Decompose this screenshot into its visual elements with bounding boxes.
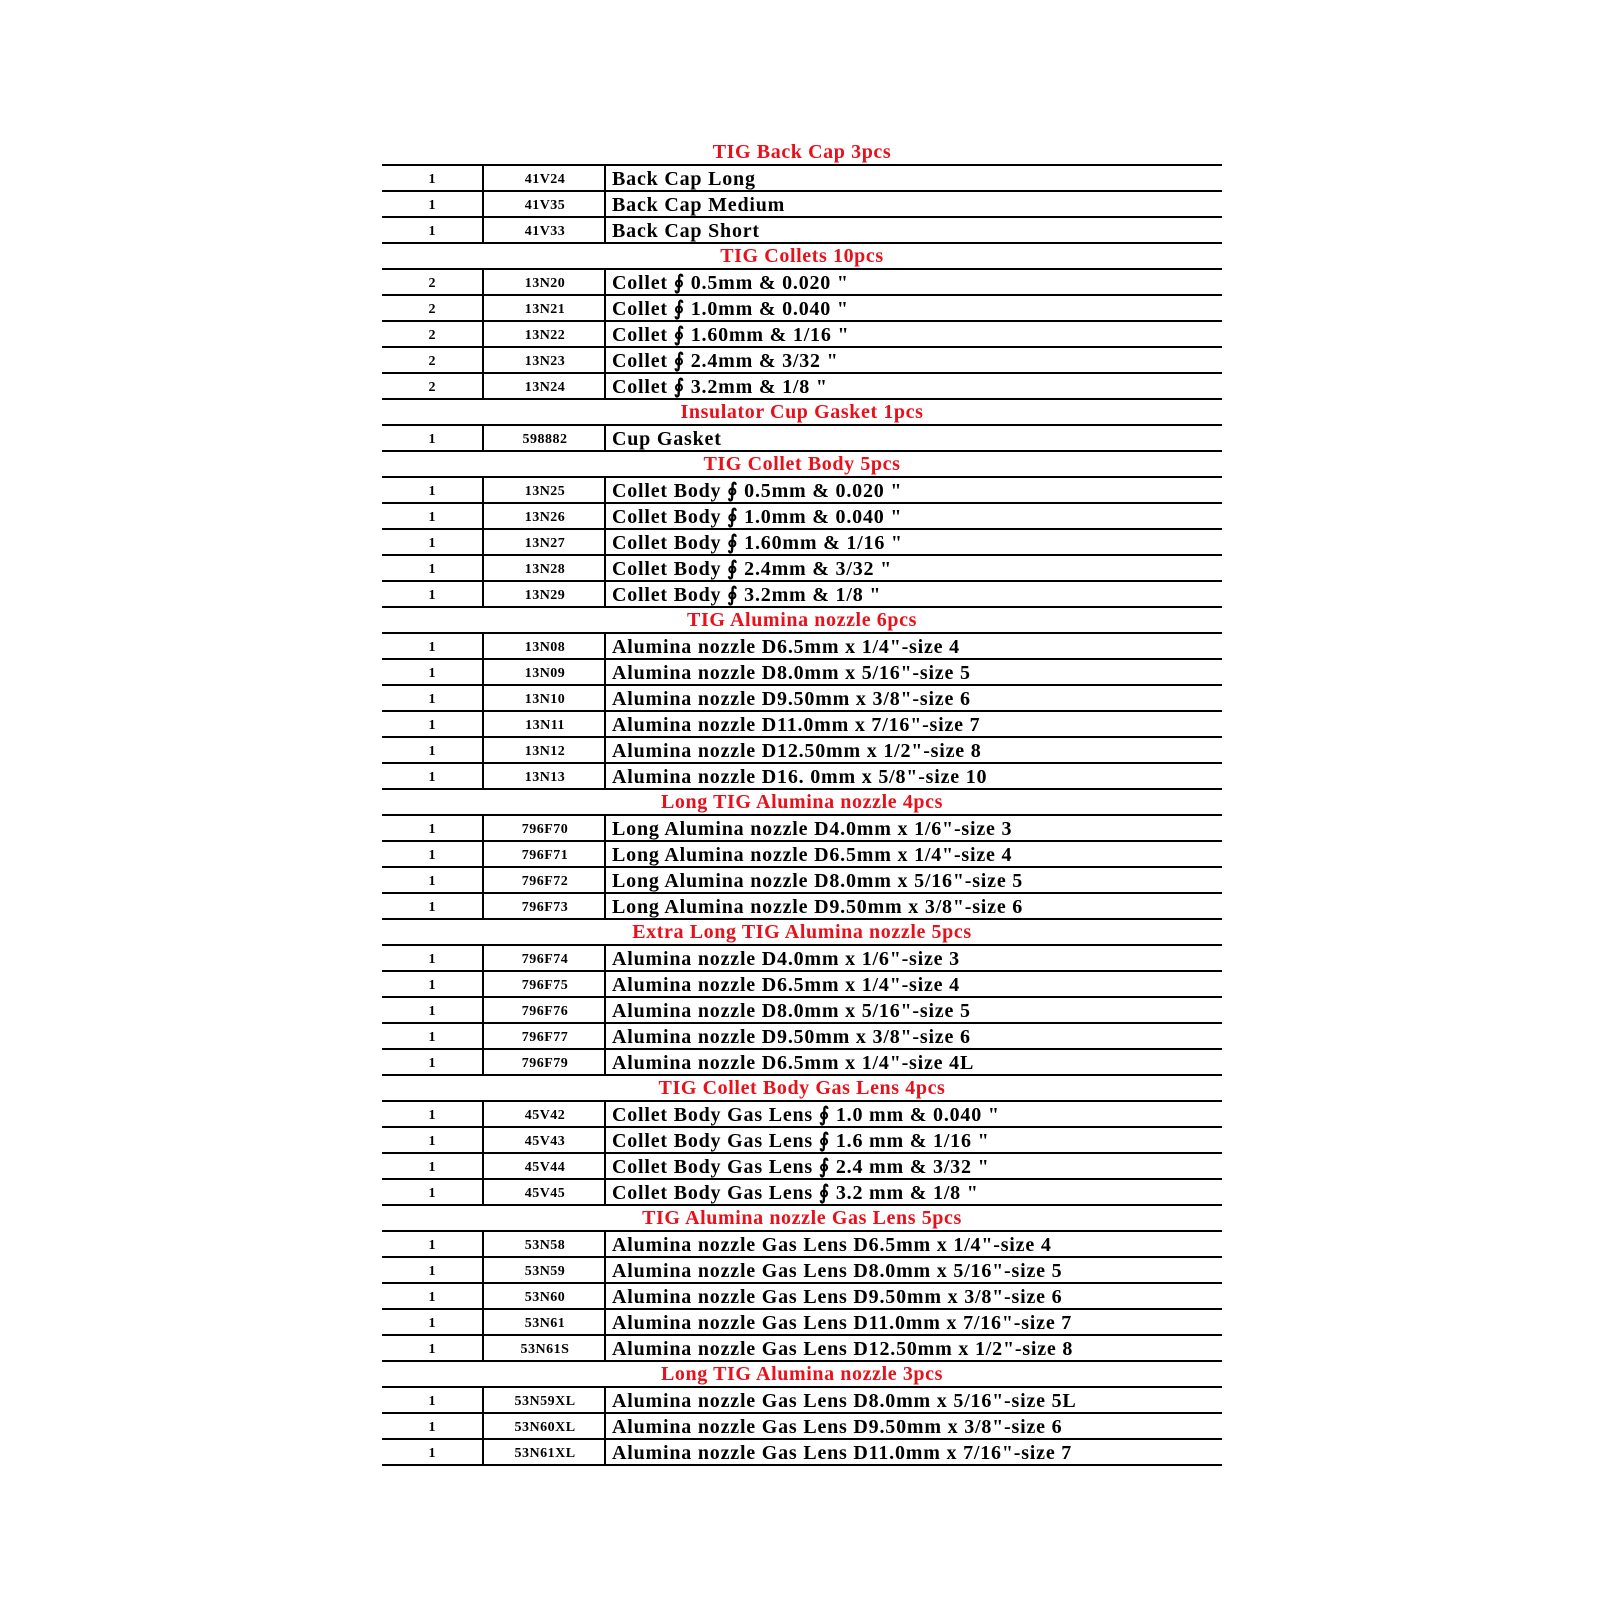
quantity-cell: 1 — [428, 1134, 436, 1149]
description-cell: Back Cap Medium — [604, 192, 1222, 216]
table-row — [382, 738, 1222, 764]
quantity-cell: 1 — [428, 770, 436, 785]
quantity-cell: 2 — [428, 302, 436, 317]
section-header — [382, 452, 1222, 478]
description-cell: Alumina nozzle D9.50mm x 3/8"-size 6 — [604, 686, 1222, 710]
part-code-cell: 796F70 — [482, 816, 606, 840]
quantity-cell: 1 — [428, 1186, 436, 1201]
section-header — [382, 1076, 1222, 1102]
part-code-cell: 796F77 — [482, 1024, 606, 1048]
quantity-cell: 1 — [428, 536, 436, 551]
section-title: Extra Long TIG Alumina nozzle 5pcs — [632, 921, 972, 943]
part-code-cell: 53N59XL — [482, 1388, 606, 1412]
description-cell: Collet ∮ 1.0mm & 0.040 " — [604, 296, 1222, 320]
part-code-cell: 13N08 — [482, 634, 606, 658]
part-code-cell: 13N27 — [482, 530, 606, 554]
table-row — [382, 816, 1222, 842]
part-code-cell: 45V44 — [482, 1154, 606, 1178]
quantity-cell: 1 — [428, 1264, 436, 1279]
part-code-cell: 41V33 — [482, 218, 606, 242]
table-row — [382, 504, 1222, 530]
table-row — [382, 1180, 1222, 1206]
description-cell: Collet Body ∮ 2.4mm & 3/32 " — [604, 556, 1222, 580]
table-row — [382, 582, 1222, 608]
section-header — [382, 1206, 1222, 1232]
part-code-cell: 53N59 — [482, 1258, 606, 1282]
part-code-cell: 53N60XL — [482, 1414, 606, 1438]
quantity-cell: 1 — [428, 198, 436, 213]
table-row — [382, 1336, 1222, 1362]
table-row — [382, 1154, 1222, 1180]
part-code-cell: 41V24 — [482, 166, 606, 190]
part-code-cell: 796F71 — [482, 842, 606, 866]
table-row — [382, 166, 1222, 192]
table-row — [382, 1440, 1222, 1466]
table-row — [382, 1310, 1222, 1336]
table-row — [382, 348, 1222, 374]
part-code-cell: 13N20 — [482, 270, 606, 294]
description-cell: Alumina nozzle D12.50mm x 1/2"-size 8 — [604, 738, 1222, 762]
quantity-cell: 1 — [428, 666, 436, 681]
quantity-cell: 1 — [428, 1290, 436, 1305]
quantity-cell: 1 — [428, 1056, 436, 1071]
table-row — [382, 660, 1222, 686]
table-row — [382, 894, 1222, 920]
table-row — [382, 1128, 1222, 1154]
table-row — [382, 712, 1222, 738]
section-header — [382, 140, 1222, 166]
quantity-cell: 1 — [428, 900, 436, 915]
table-row — [382, 556, 1222, 582]
quantity-cell: 1 — [428, 848, 436, 863]
description-cell: Alumina nozzle Gas Lens D11.0mm x 7/16"-size 7 — [604, 1440, 1222, 1464]
table-row — [382, 842, 1222, 868]
quantity-cell: 2 — [428, 276, 436, 291]
description-cell: Alumina nozzle Gas Lens D9.50mm x 3/8"-size 6 — [604, 1414, 1222, 1438]
quantity-cell: 1 — [428, 172, 436, 187]
description-cell: Alumina nozzle D6.5mm x 1/4"-size 4L — [604, 1050, 1222, 1074]
quantity-cell: 1 — [428, 1160, 436, 1175]
description-cell: Collet Body Gas Lens ∮ 3.2 mm & 1/8 " — [604, 1180, 1222, 1204]
description-cell: Collet Body ∮ 1.0mm & 0.040 " — [604, 504, 1222, 528]
section-title: TIG Collets 10pcs — [720, 245, 884, 267]
description-cell: Collet Body ∮ 0.5mm & 0.020 " — [604, 478, 1222, 502]
quantity-cell: 1 — [428, 510, 436, 525]
part-code-cell: 13N22 — [482, 322, 606, 346]
part-code-cell: 13N13 — [482, 764, 606, 788]
part-code-cell: 53N58 — [482, 1232, 606, 1256]
quantity-cell: 1 — [428, 432, 436, 447]
section-header — [382, 790, 1222, 816]
description-cell: Collet Body ∮ 3.2mm & 1/8 " — [604, 582, 1222, 606]
part-code-cell: 598882 — [482, 426, 606, 450]
section-title: TIG Collet Body Gas Lens 4pcs — [658, 1077, 946, 1099]
description-cell: Alumina nozzle D6.5mm x 1/4"-size 4 — [604, 634, 1222, 658]
table-row — [382, 998, 1222, 1024]
description-cell: Alumina nozzle Gas Lens D8.0mm x 5/16"-size 5L — [604, 1388, 1222, 1412]
section-header — [382, 608, 1222, 634]
quantity-cell: 1 — [428, 1004, 436, 1019]
table-row — [382, 868, 1222, 894]
part-code-cell: 53N61S — [482, 1336, 606, 1360]
description-cell: Alumina nozzle D8.0mm x 5/16"-size 5 — [604, 660, 1222, 684]
section-title: TIG Back Cap 3pcs — [712, 141, 892, 163]
description-cell: Alumina nozzle Gas Lens D6.5mm x 1/4"-size 4 — [604, 1232, 1222, 1256]
quantity-cell: 1 — [428, 952, 436, 967]
quantity-cell: 2 — [428, 380, 436, 395]
section-header — [382, 400, 1222, 426]
part-code-cell: 796F73 — [482, 894, 606, 918]
table-row — [382, 1050, 1222, 1076]
quantity-cell: 1 — [428, 640, 436, 655]
part-code-cell: 13N11 — [482, 712, 606, 736]
table-row — [382, 192, 1222, 218]
description-cell: Collet Body Gas Lens ∮ 1.0 mm & 0.040 " — [604, 1102, 1222, 1126]
description-cell: Back Cap Short — [604, 218, 1222, 242]
part-code-cell: 13N10 — [482, 686, 606, 710]
part-code-cell: 13N25 — [482, 478, 606, 502]
section-header — [382, 1362, 1222, 1388]
quantity-cell: 1 — [428, 1316, 436, 1331]
part-code-cell: 53N61XL — [482, 1440, 606, 1464]
part-code-cell: 45V42 — [482, 1102, 606, 1126]
quantity-cell: 1 — [428, 1030, 436, 1045]
part-code-cell: 13N12 — [482, 738, 606, 762]
part-code-cell: 13N26 — [482, 504, 606, 528]
table-row — [382, 946, 1222, 972]
quantity-cell: 1 — [428, 874, 436, 889]
description-cell: Alumina nozzle D16. 0mm x 5/8"-size 10 — [604, 764, 1222, 788]
description-cell: Alumina nozzle D6.5mm x 1/4"-size 4 — [604, 972, 1222, 996]
description-cell: Collet ∮ 0.5mm & 0.020 " — [604, 270, 1222, 294]
part-code-cell: 796F75 — [482, 972, 606, 996]
table-row — [382, 270, 1222, 296]
table-row — [382, 322, 1222, 348]
part-code-cell: 13N09 — [482, 660, 606, 684]
part-code-cell: 53N61 — [482, 1310, 606, 1334]
quantity-cell: 1 — [428, 1420, 436, 1435]
table-row — [382, 296, 1222, 322]
section-title: Long TIG Alumina nozzle 3pcs — [660, 1363, 944, 1385]
table-row — [382, 686, 1222, 712]
part-code-cell: 45V45 — [482, 1180, 606, 1204]
description-cell: Alumina nozzle Gas Lens D12.50mm x 1/2"-size 8 — [604, 1336, 1222, 1360]
quantity-cell: 2 — [428, 328, 436, 343]
quantity-cell: 1 — [428, 1394, 436, 1409]
quantity-cell: 1 — [428, 978, 436, 993]
description-cell: Alumina nozzle Gas Lens D11.0mm x 7/16"-size 7 — [604, 1310, 1222, 1334]
part-code-cell: 796F72 — [482, 868, 606, 892]
table-row — [382, 374, 1222, 400]
table-row — [382, 634, 1222, 660]
table-row — [382, 1024, 1222, 1050]
section-title: TIG Collet Body 5pcs — [703, 453, 901, 475]
quantity-cell: 1 — [428, 588, 436, 603]
table-row — [382, 1232, 1222, 1258]
part-code-cell: 41V35 — [482, 192, 606, 216]
description-cell: Alumina nozzle D11.0mm x 7/16"-size 7 — [604, 712, 1222, 736]
quantity-cell: 1 — [428, 718, 436, 733]
quantity-cell: 1 — [428, 744, 436, 759]
table-row — [382, 218, 1222, 244]
table-row — [382, 530, 1222, 556]
part-code-cell: 796F74 — [482, 946, 606, 970]
quantity-cell: 1 — [428, 224, 436, 239]
description-cell: Alumina nozzle D4.0mm x 1/6"-size 3 — [604, 946, 1222, 970]
description-cell: Cup Gasket — [604, 426, 1222, 450]
description-cell: Long Alumina nozzle D8.0mm x 5/16"-size 5 — [604, 868, 1222, 892]
part-code-cell: 13N24 — [482, 374, 606, 398]
part-code-cell: 13N29 — [482, 582, 606, 606]
quantity-cell: 1 — [428, 484, 436, 499]
quantity-cell: 1 — [428, 1446, 436, 1461]
description-cell: Collet Body Gas Lens ∮ 1.6 mm & 1/16 " — [604, 1128, 1222, 1152]
quantity-cell: 1 — [428, 1108, 436, 1123]
table-row — [382, 1258, 1222, 1284]
quantity-cell: 2 — [428, 354, 436, 369]
section-title: Long TIG Alumina nozzle 4pcs — [660, 791, 944, 813]
part-code-cell: 796F79 — [482, 1050, 606, 1074]
quantity-cell: 1 — [428, 562, 436, 577]
quantity-cell: 1 — [428, 1238, 436, 1253]
part-code-cell: 13N28 — [482, 556, 606, 580]
table-row — [382, 1414, 1222, 1440]
part-code-cell: 45V43 — [482, 1128, 606, 1152]
description-cell: Collet ∮ 2.4mm & 3/32 " — [604, 348, 1222, 372]
description-cell: Long Alumina nozzle D4.0mm x 1/6"-size 3 — [604, 816, 1222, 840]
description-cell: Alumina nozzle Gas Lens D8.0mm x 5/16"-size 5 — [604, 1258, 1222, 1282]
description-cell: Alumina nozzle D8.0mm x 5/16"-size 5 — [604, 998, 1222, 1022]
table-row — [382, 1102, 1222, 1128]
description-cell: Long Alumina nozzle D6.5mm x 1/4"-size 4 — [604, 842, 1222, 866]
description-cell: Alumina nozzle Gas Lens D9.50mm x 3/8"-size 6 — [604, 1284, 1222, 1308]
table-row — [382, 478, 1222, 504]
description-cell: Back Cap Long — [604, 166, 1222, 190]
description-cell: Collet Body ∮ 1.60mm & 1/16 " — [604, 530, 1222, 554]
description-cell: Collet ∮ 3.2mm & 1/8 " — [604, 374, 1222, 398]
section-title: Insulator Cup Gasket 1pcs — [680, 401, 924, 423]
table-row — [382, 426, 1222, 452]
part-code-cell: 53N60 — [482, 1284, 606, 1308]
table-row — [382, 972, 1222, 998]
section-header — [382, 244, 1222, 270]
section-title: TIG Alumina nozzle Gas Lens 5pcs — [642, 1207, 962, 1229]
table-row — [382, 1284, 1222, 1310]
description-cell: Long Alumina nozzle D9.50mm x 3/8"-size 6 — [604, 894, 1222, 918]
quantity-cell: 1 — [428, 822, 436, 837]
quantity-cell: 1 — [428, 1342, 436, 1357]
part-code-cell: 13N21 — [482, 296, 606, 320]
description-cell: Collet ∮ 1.60mm & 1/16 " — [604, 322, 1222, 346]
part-code-cell: 13N23 — [482, 348, 606, 372]
part-code-cell: 796F76 — [482, 998, 606, 1022]
description-cell: Collet Body Gas Lens ∮ 2.4 mm & 3/32 " — [604, 1154, 1222, 1178]
section-title: TIG Alumina nozzle 6pcs — [687, 609, 917, 631]
section-header — [382, 920, 1222, 946]
parts-list-table — [382, 140, 1222, 1466]
table-row — [382, 1388, 1222, 1414]
description-cell: Alumina nozzle D9.50mm x 3/8"-size 6 — [604, 1024, 1222, 1048]
quantity-cell: 1 — [428, 692, 436, 707]
table-row — [382, 764, 1222, 790]
